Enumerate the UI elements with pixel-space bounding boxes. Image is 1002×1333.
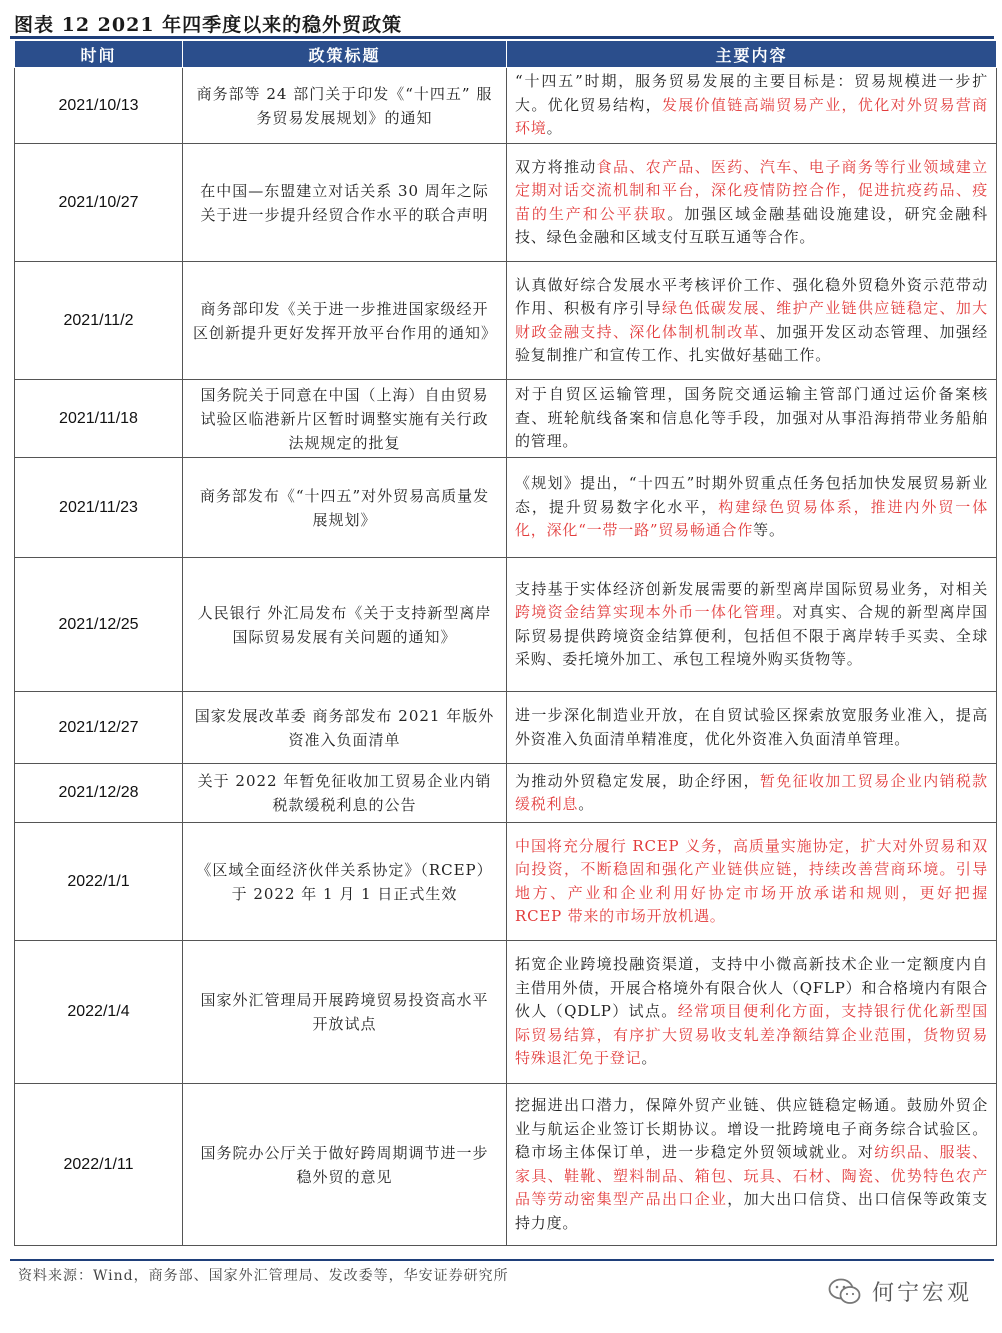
- content-text: 双方将推动: [515, 157, 597, 176]
- row-policy-content: [507, 144, 997, 262]
- table-header-row: [15, 41, 997, 68]
- table-row: [15, 558, 997, 692]
- highlight-text: 食品、农产品、医药、汽车、电子商务等行业领域建立定期对话交流机制和平台，深化疫情防控合作，促进抗疫药品、疫苗的生产和公平获取: [515, 157, 988, 223]
- header-title: 政策标题: [183, 41, 507, 68]
- header-date: 时间: [15, 41, 183, 68]
- content-text: 对于自贸区运输管理，国务院交通运输主管部门通过运价备案核查、班轮航线备案和信息化等手段，加强对从事沿海捎带业务船舶的管理。: [515, 385, 988, 451]
- row-date: 2021/10/13: [15, 68, 183, 144]
- highlight-text: 绿色低碳发展、维护产业链供应链稳定、加大财政金融支持、深化体制机制改革: [515, 299, 988, 341]
- table-row: [15, 380, 997, 458]
- figure-title: 图表 12 2021 年四季度以来的稳外贸政策: [14, 14, 403, 36]
- table-row: [15, 1084, 997, 1246]
- row-policy-title: 国家外汇管理局开展跨境贸易投资高水平开放试点: [183, 941, 507, 1084]
- highlight-text: 中国将充分履行 RCEP 义务，高质量实施协定，扩大对外贸易和双向投资，不断稳固和强化产业链供应链，持续改善营商环境。引导地方、产业和企业利用好协定市场开放承诺和规则，更好把握 RCEP 带来的市场开放机遇。: [515, 836, 988, 925]
- row-policy-content: [507, 380, 997, 458]
- row-policy-title: 《区域全面经济伙伴关系协定》（RCEP）于 2022 年 1 月 1 日正式生效: [183, 823, 507, 941]
- row-date: 2021/12/28: [15, 764, 183, 823]
- row-policy-title: 人民银行 外汇局发布《关于支持新型离岸国际贸易发展有关问题的通知》: [183, 558, 507, 692]
- content-text: 进一步深化制造业开放，在自贸试验区探索放宽服务业准入，提高外资准入负面清单精准度，优化外资准入负面清单管理。: [515, 706, 988, 748]
- row-policy-content: [507, 558, 997, 692]
- row-date: 2021/11/18: [15, 380, 183, 458]
- table-row: [15, 68, 997, 144]
- content-text: 、加强开发区动态管理、加强经验复制推广和宣传工作、扎实做好基础工作。: [515, 322, 988, 364]
- highlight-text: 暂免征收加工贸易企业内销税款缓税利息: [515, 771, 988, 813]
- top-rule: [10, 36, 994, 39]
- row-date: 2022/1/1: [15, 823, 183, 941]
- highlight-text: 纺织品、服装、家具、鞋靴、塑料制品、箱包、玩具、石材、陶瓷、优势特色农产品等劳动密集型产品出口企业: [515, 1143, 988, 1208]
- row-policy-title: 关于 2022 年暂免征收加工贸易企业内销税款缓税利息的公告: [183, 764, 507, 823]
- content-text: ，加大出口信贷、出口信保等政策支持力度。: [515, 1190, 988, 1232]
- content-text: 认真做好综合发展水平考核评价工作、强化稳外贸稳外资示范带动作用、积极有序引导: [515, 275, 988, 317]
- content-text: 支持基于实体经济创新发展需要的新型离岸国际贸易业务，对相关: [515, 579, 988, 598]
- row-policy-content: [507, 1084, 997, 1246]
- highlight-text: 发展价值链高端贸易产业，优化对外贸易营商环境: [515, 95, 988, 138]
- row-policy-title: 国务院关于同意在中国（上海）自由贸易试验区临港新片区暂时调整实施有关行政法规规定的批复: [183, 380, 507, 458]
- brand-watermark: [828, 1276, 972, 1307]
- row-policy-content: [507, 68, 997, 144]
- table-row: [15, 144, 997, 262]
- row-policy-title: 国务院办公厅关于做好跨周期调节进一步稳外贸的意见: [183, 1084, 507, 1246]
- row-policy-title: 商务部发布《“十四五”对外贸易高质量发展规划》: [183, 458, 507, 558]
- source-note: 资料来源：Wind，商务部、国家外汇管理局、发改委等，华安证券研究所: [18, 1268, 509, 1284]
- row-policy-content: [507, 692, 997, 764]
- row-date: 2021/11/2: [15, 262, 183, 380]
- content-text: 拓宽企业跨境投融资渠道，支持中小微高新技术企业一定额度内自主借用外债，开展合格境外有限合伙人（QFLP）和合格境内有限合伙人（QDLP）试点。: [515, 955, 988, 1021]
- row-date: 2021/12/25: [15, 558, 183, 692]
- content-text: 等。: [753, 521, 785, 540]
- highlight-text: 构建绿色贸易体系，推进内外贸一体化，深化“一带一路”贸易畅通合作: [515, 497, 988, 540]
- row-date: 2021/12/27: [15, 692, 183, 764]
- brand-name: 何宁宏观: [871, 1281, 972, 1306]
- content-text: 。: [546, 119, 563, 138]
- row-policy-content: [507, 262, 997, 380]
- table-row: [15, 262, 997, 380]
- content-text: 。: [641, 1049, 658, 1068]
- table-row: [15, 764, 997, 823]
- row-policy-title: 商务部等 24 部门关于印发《“十四五” 服务贸易发展规划》的通知: [183, 68, 507, 144]
- highlight-text: 经常项目便利化方面，支持银行优化新型国际贸易结算，有序扩大贸易收支轧差净额结算企业范围，货物贸易特殊退汇免于登记: [515, 1002, 989, 1068]
- policy-table: [14, 40, 997, 1246]
- bottom-rule: [10, 1259, 994, 1261]
- row-policy-title: 国家发展改革委 商务部发布 2021 年版外资准入负面清单: [183, 692, 507, 764]
- row-policy-title: 在中国—东盟建立对话关系 30 周年之际关于进一步提升经贸合作水平的联合声明: [183, 144, 507, 262]
- content-text: 为推动外贸稳定发展，助企纾困，: [515, 771, 760, 790]
- row-policy-content: [507, 941, 997, 1084]
- header-content: 主要内容: [507, 41, 997, 68]
- table-row: [15, 823, 997, 941]
- table-row: [15, 692, 997, 764]
- content-text: 《规划》提出，“十四五”时期外贸重点任务包括加快发展贸易新业态，提升贸易数字化水平，: [515, 474, 988, 516]
- row-date: 2021/10/27: [15, 144, 183, 262]
- content-text: 。对真实、合规的新型离岸国际贸易提供跨境资金结算便利，包括但不限于离岸转手买卖、全球采购、委托境外加工、承包工程境外购买货物等。: [515, 603, 988, 668]
- wechat-icon: [828, 1277, 862, 1307]
- row-policy-title: 商务部印发《关于进一步推进国家级经开区创新提升更好发挥开放平台作用的通知》: [183, 262, 507, 380]
- content-text: 。加强区域金融基础设施建设，研究金融科技、绿色金融和区域支付互联互通等合作。: [515, 204, 989, 246]
- content-text: “十四五”时期，服务贸易发展的主要目标是：贸易规模进一步扩大。优化贸易结构，: [515, 72, 988, 114]
- row-date: 2022/1/11: [15, 1084, 183, 1246]
- highlight-text: 跨境资金结算实现本外币一体化管理: [515, 603, 777, 621]
- table-row: [15, 941, 997, 1084]
- row-policy-content: [507, 458, 997, 558]
- row-date: 2022/1/4: [15, 941, 183, 1084]
- row-policy-content: [507, 764, 997, 823]
- content-text: 挖掘进出口潜力，保障外贸产业链、供应链稳定畅通。鼓励外贸企业与航运企业签订长期协议。增设一批跨境电子商务综合试验区。稳市场主体保订单，进一步稳定外贸领域就业。对: [515, 1096, 988, 1161]
- table-row: [15, 458, 997, 558]
- content-text: 。: [578, 795, 595, 813]
- row-policy-content: [507, 823, 997, 941]
- row-date: 2021/11/23: [15, 458, 183, 558]
